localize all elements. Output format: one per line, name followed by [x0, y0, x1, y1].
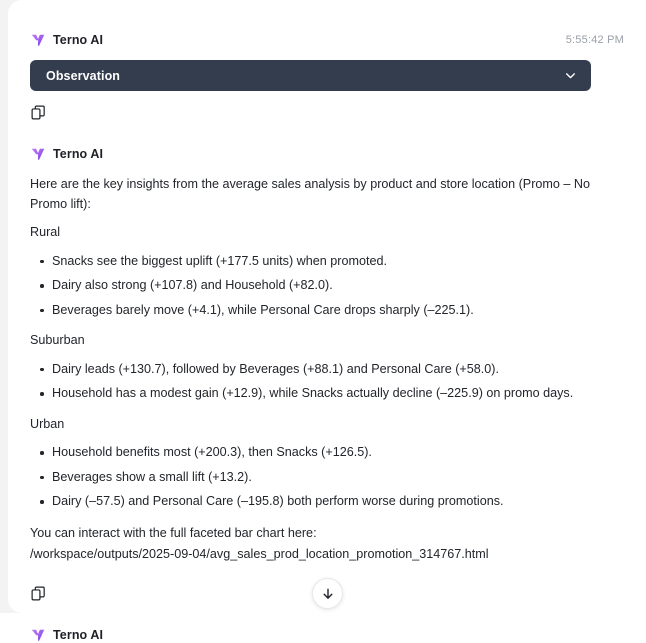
list-item: Household benefits most (+200.3), then Snacks (+126.5).: [52, 443, 624, 463]
scroll-to-bottom-button[interactable]: [312, 578, 343, 609]
chevron-down-icon[interactable]: [564, 69, 577, 82]
list-item: Household has a modest gain (+12.9), while Snacks actually decline (–225.9) on promo days.: [52, 384, 624, 404]
list-item: Beverages show a small lift (+13.2).: [52, 468, 624, 488]
copy-icon[interactable]: [30, 585, 47, 602]
section-label-suburban: Suburban: [30, 333, 85, 347]
message-header: [30, 32, 624, 48]
artifact-intro: You can interact with the full faceted bar chart here:: [30, 525, 317, 540]
chat-scroll-area[interactable]: [8, 0, 646, 642]
insights-intro: Here are the key insights from the average sales analysis by product and store location (Promo – No Promo lift):: [30, 177, 591, 211]
brand-name: Terno AI: [53, 33, 104, 47]
terno-bird-logo-icon: [30, 32, 46, 48]
message-header: [30, 627, 624, 643]
list-item: Dairy also strong (+107.8) and Household (+82.0).: [52, 276, 624, 296]
copy-icon[interactable]: [30, 104, 47, 121]
list-item: Snacks see the biggest uplift (+177.5 units) when promoted.: [52, 252, 624, 272]
insights-body: [30, 175, 624, 565]
brand-name: Terno AI: [53, 627, 104, 642]
bullet-list-suburban: [30, 360, 624, 404]
list-item: Dairy leads (+130.7), followed by Beverages (+88.1) and Personal Care (+58.0).: [52, 360, 624, 380]
arrow-down-icon[interactable]: [321, 587, 335, 601]
message-insights: [8, 124, 646, 565]
message-pending: [8, 605, 646, 643]
section-label-urban: Urban: [30, 416, 65, 431]
bullet-list-urban: [30, 443, 624, 512]
section-label-rural: Rural: [30, 225, 61, 239]
list-item: Beverages barely move (+4.1), while Personal Care drops sharply (–225.1).: [52, 301, 624, 321]
message-timestamp: 5:55:42 PM: [565, 34, 624, 46]
list-item: Dairy (–57.5) and Personal Care (–195.8) both perform worse during promotions.: [52, 492, 624, 512]
chat-panel: [8, 0, 646, 642]
terno-bird-logo-icon: [30, 146, 46, 162]
observation-label: Observation: [46, 68, 121, 83]
artifact-path: /workspace/outputs/2025-09-04/avg_sales_prod_location_promotion_314767.html: [30, 547, 489, 561]
message-observation: [8, 0, 646, 91]
bullet-list-rural: [30, 252, 624, 321]
message-header: [30, 146, 624, 162]
observation-collapsible-header[interactable]: [30, 60, 591, 91]
terno-bird-logo-icon: [30, 627, 46, 643]
brand-name: Terno AI: [53, 147, 104, 161]
copy-row-observation: [8, 104, 646, 124]
